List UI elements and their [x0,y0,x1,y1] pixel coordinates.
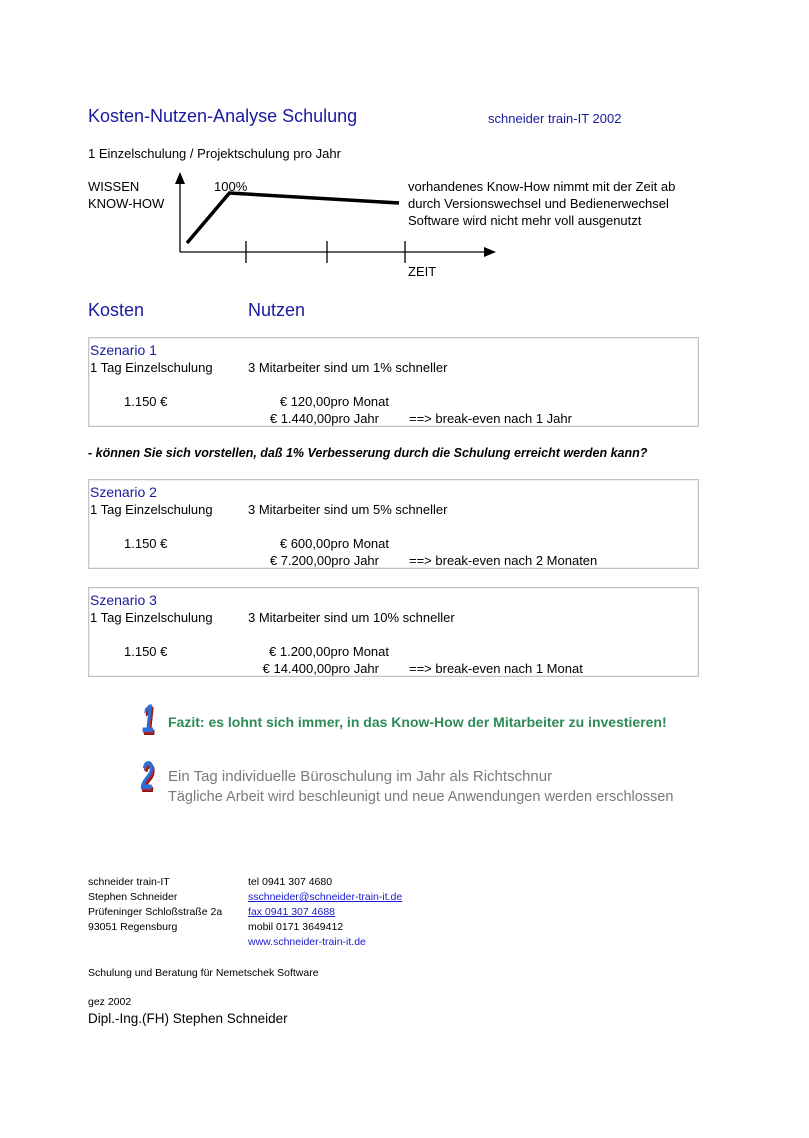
contact-tel: tel 0941 307 4680 [248,876,333,888]
fazit-text: Fazit: es lohnt sich immer, in das Know-How der Mitarbeiter zu investieren! [168,714,667,730]
scenario-3-cost: 1.150 € [124,644,168,659]
chart-peak-label: 100% [214,179,248,194]
number-two-icon: 2 [141,754,154,798]
contact-mobil: mobil 0171 3649412 [248,921,344,933]
contact-web-link[interactable]: www.schneider-train-it.de [248,936,366,948]
chart-annotation-3: Software wird nicht mehr voll ausgenutzt [408,213,642,228]
scenario-1-breakeven: ==> break-even nach 1 Jahr [409,411,572,426]
scenario-3-title: Szenario 3 [90,592,157,608]
scenario-2-cost: 1.150 € [124,536,168,551]
recommendation-line-1: Ein Tag individuelle Büroschulung im Jahr als Richtschnur [168,768,553,785]
chart-x-axis-arrow [484,247,496,257]
scenario-3-training: 1 Tag Einzelschulung [90,610,213,625]
scenario-1-title: Szenario 1 [90,342,157,358]
scenario-2-yearly: € 7.200,00pro Jahr [269,553,379,568]
scenario-2-benefit: 3 Mitarbeiter sind um 5% schneller [248,502,448,517]
scenario-1-benefit: 3 Mitarbeiter sind um 1% schneller [248,360,448,375]
scenario-2-box [88,479,699,569]
contact-street: Prüfeninger Schloßstraße 2a [88,906,223,918]
chart-annotation-1: vorhandenes Know-How nimmt mit der Zeit ab [408,179,676,194]
question-text: - können Sie sich vorstellen, daß 1% Verbesserung durch die Schulung erreicht werden kann? [88,446,648,460]
scenario-2-monthly: € 600,00pro Monat [279,536,389,551]
chart-annotation-2: durch Versionswechsel und Bedienerwechsel [408,196,669,211]
contact-city: 93051 Regensburg [88,921,178,933]
scenario-3-yearly: € 14.400,00pro Jahr [262,661,379,676]
page-title: Kosten-Nutzen-Analyse Schulung [88,106,358,126]
nutzen-heading: Nutzen [248,300,306,320]
footer-tagline: Schulung und Beratung für Nemetschek Software [88,967,319,979]
scenario-2-breakeven: ==> break-even nach 2 Monaten [409,553,598,568]
chart-ylabel-2: KNOW-HOW [88,196,165,211]
contact-company: schneider train-IT [88,876,170,888]
company-year: schneider train-IT 2002 [488,111,622,126]
scenario-1-box [88,337,699,427]
number-one-icon: 1 [142,697,155,741]
chart-xlabel: ZEIT [408,264,437,279]
scenario-3-box [88,587,699,677]
knowhow-chart [0,0,809,300]
scenario-3-monthly: € 1.200,00pro Monat [269,644,389,659]
scenario-1-yearly: € 1.440,00pro Jahr [269,411,379,426]
scenario-2-training: 1 Tag Einzelschulung [90,502,213,517]
scenario-1-cost: 1.150 € [124,394,168,409]
footer-signed: gez 2002 [88,996,132,1008]
contact-fax-link[interactable]: fax 0941 307 4688 [248,906,335,918]
contact-email-link[interactable]: sschneider@schneider-train-it.de [248,891,403,903]
chart-series-knowhow [187,193,399,243]
scenario-1-monthly: € 120,00pro Monat [279,394,389,409]
recommendation-line-2: Tägliche Arbeit wird beschleunigt und neue Anwendungen werden erschlossen [168,789,674,805]
scenario-2-title: Szenario 2 [90,484,157,500]
page-subtitle: 1 Einzelschulung / Projektschulung pro Jahr [88,146,341,161]
footer-signature: Dipl.-Ing.(FH) Stephen Schneider [88,1011,288,1026]
scenario-3-benefit: 3 Mitarbeiter sind um 10% schneller [248,610,455,625]
chart-ylabel-1: WISSEN [88,179,140,194]
kosten-heading: Kosten [88,300,145,320]
scenario-1-training: 1 Tag Einzelschulung [90,360,213,375]
scenario-3-breakeven: ==> break-even nach 1 Monat [409,661,583,676]
contact-name: Stephen Schneider [88,891,178,903]
chart-y-axis-arrow [175,172,185,184]
